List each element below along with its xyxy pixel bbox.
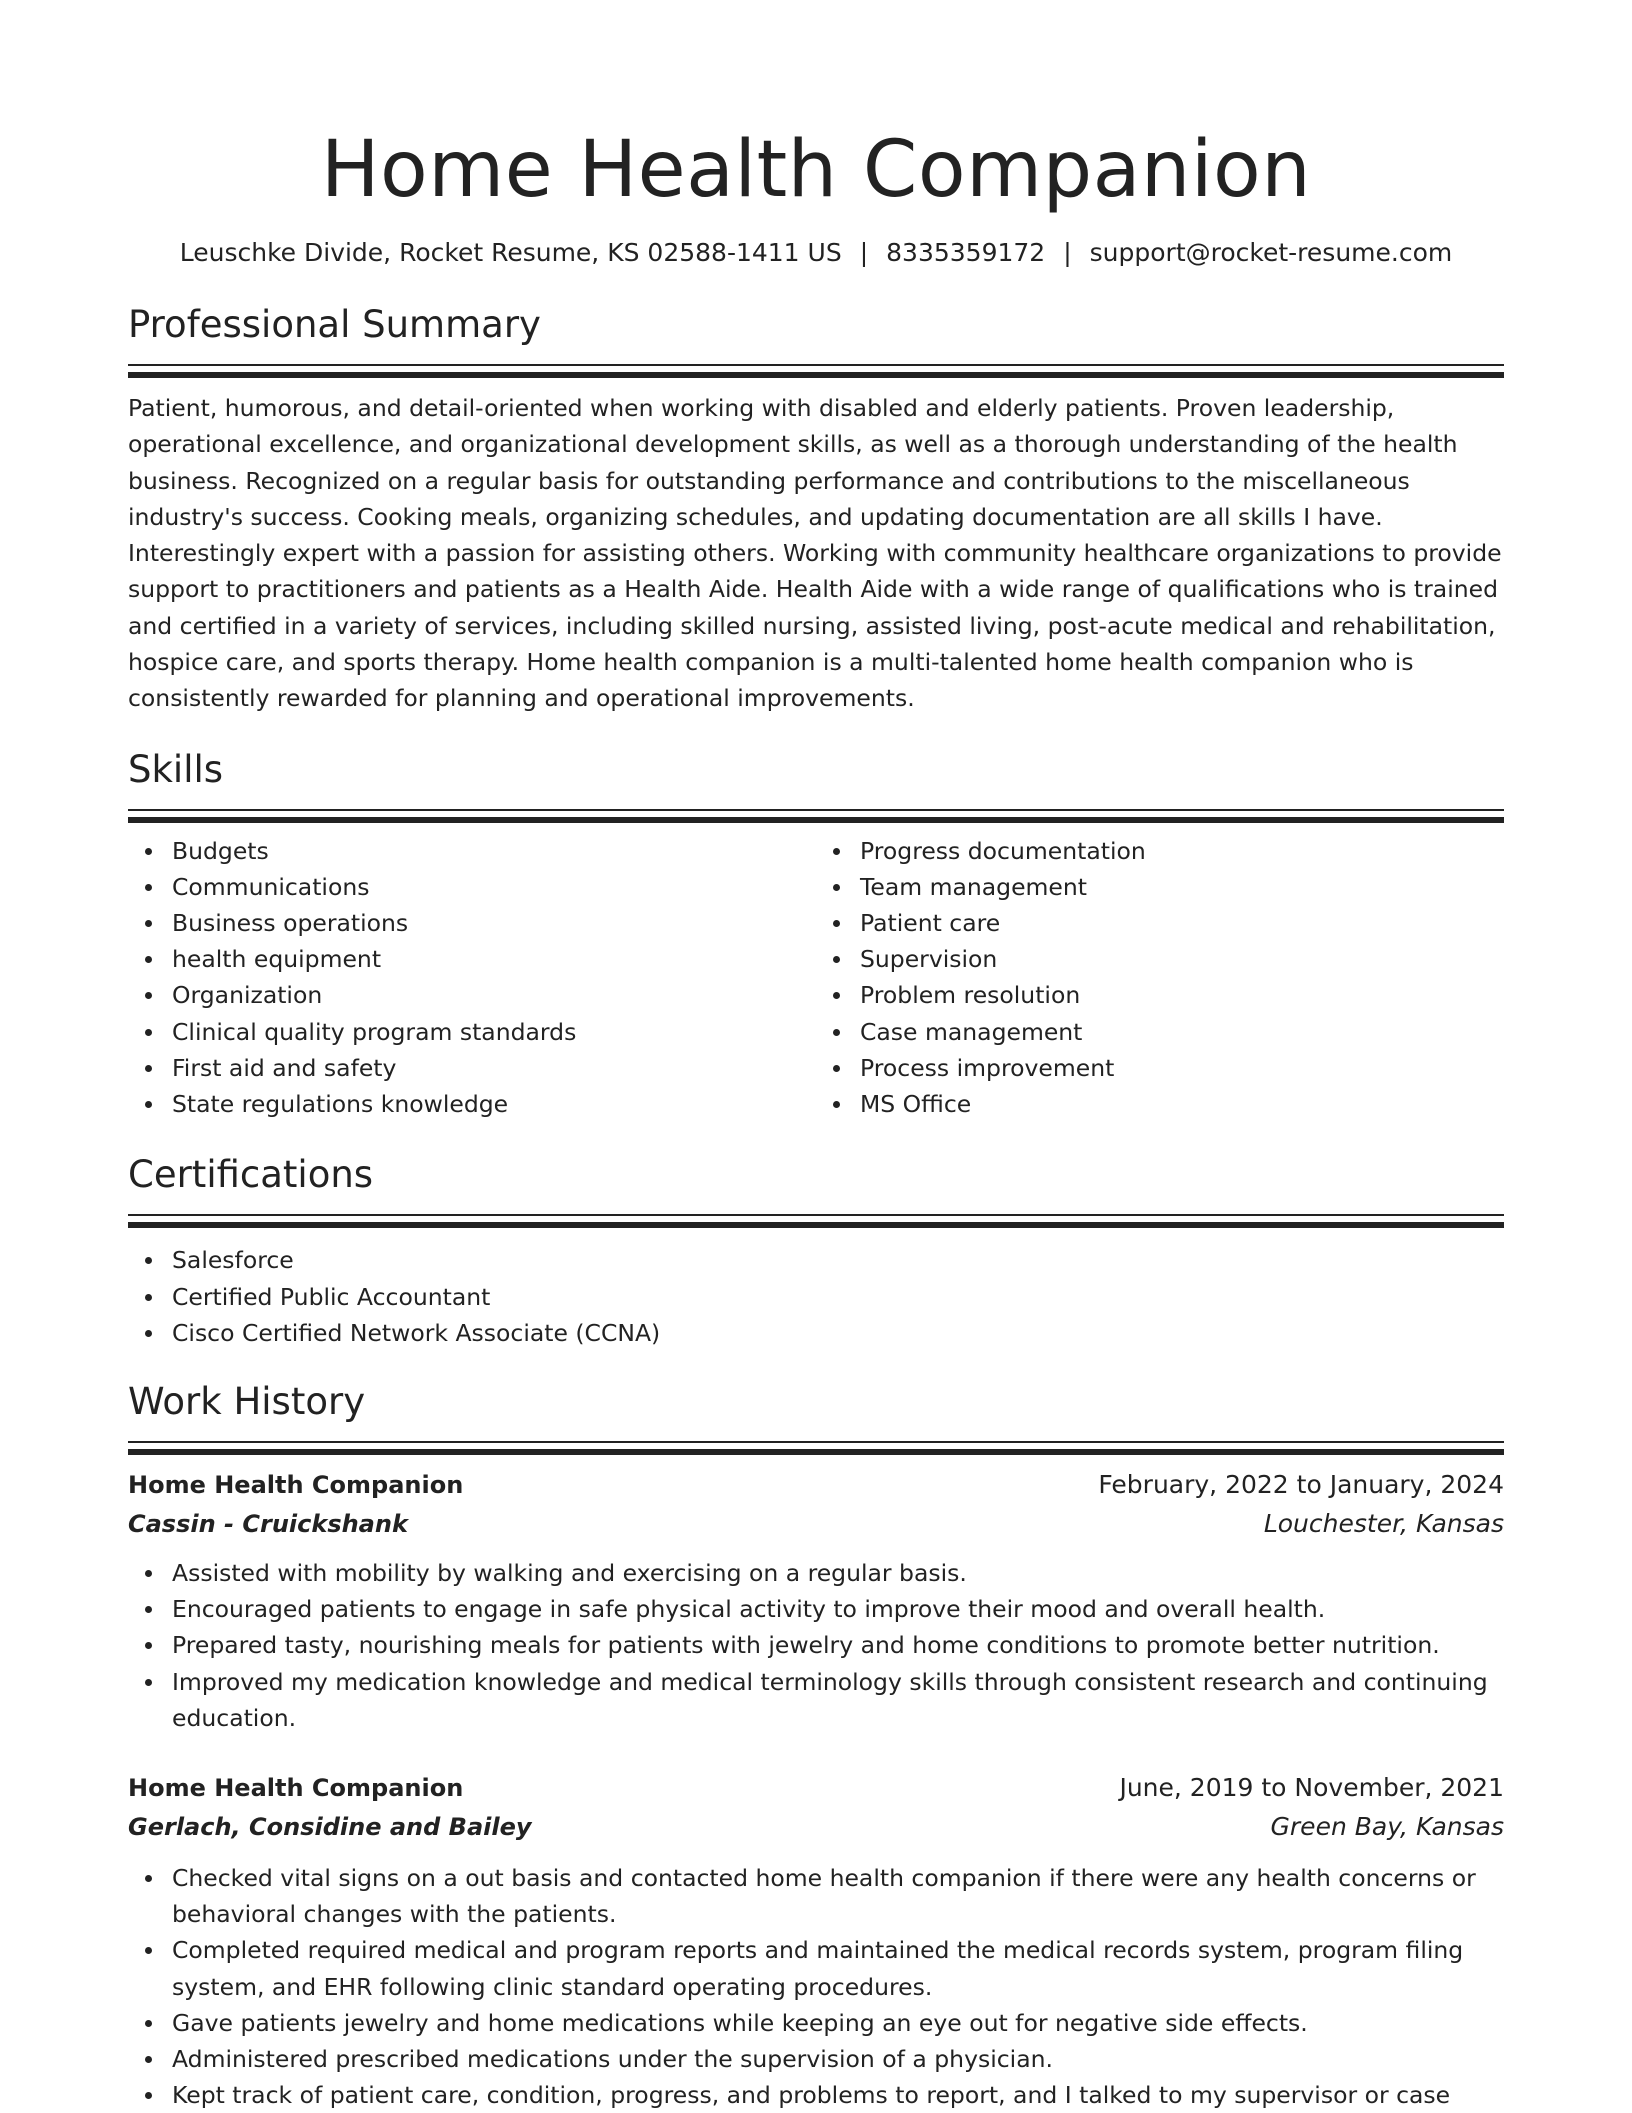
skill-item: Communications — [172, 869, 816, 905]
resume-page — [128, 0, 1504, 2113]
skill-item: Patient care — [860, 905, 1504, 941]
contact-separator: | — [859, 238, 869, 267]
section-divider — [128, 1214, 1504, 1228]
job-dates: February, 2022 to January, 2024 — [1098, 1469, 1504, 1499]
skill-item: Organization — [172, 977, 816, 1013]
job-location: Green Bay, Kansas — [1270, 1811, 1504, 1841]
job-bullet: Encouraged patients to engage in safe physical activity to improve their mood and overall health. — [172, 1591, 1504, 1627]
contact-separator: | — [1063, 238, 1072, 267]
certifications-section — [128, 1150, 1504, 1351]
job-bullet: Assisted with mobility by walking and exercising on a regular basis. — [172, 1555, 1504, 1591]
contact-email: support@rocket-resume.com — [1089, 238, 1453, 267]
job-entry — [128, 1768, 1504, 2113]
section-divider — [128, 809, 1504, 823]
job-title: Home Health Companion — [128, 1470, 464, 1499]
certifications-list — [128, 1242, 1504, 1351]
skill-item: State regulations knowledge — [172, 1086, 816, 1122]
job-bullet: Gave patients jewelry and home medications while keeping an eye out for negative side effects. — [172, 2005, 1504, 2041]
job-location: Louchester, Kansas — [1263, 1508, 1504, 1538]
work-history-section — [128, 1377, 1504, 2113]
certification-item: Salesforce — [172, 1242, 1504, 1278]
job-header-row — [128, 1768, 1504, 1808]
skill-item: Case management — [860, 1014, 1504, 1050]
skills-grid — [128, 833, 1504, 1123]
job-bullet: Kept track of patient care, condition, progress, and problems to report, and I talked to my supervisor or case — [172, 2077, 1504, 2113]
section-title: Work History — [128, 1379, 366, 1423]
skills-left-list — [128, 833, 816, 1123]
job-bullets — [128, 1555, 1504, 1736]
job-title: Home Health Companion — [128, 1773, 464, 1802]
summary-text: Patient, humorous, and detail-oriented when working with disabled and elderly patients. Proven leadership, operational excellence, and organizational development skills, as well as a thorough understanding of the health business. Recognized on a regular basis for outstanding performance and contributions to the miscellaneous industry's success. Cooking meals, organizing schedules, and updating documentation are all skills I have. Interestingly expert with a passion for assisting others. Working with community healthcare organizations to provide support to practitioners and patients as a Health Aide. Health Aide with a wide range of qualifications who is trained and certified in a variety of services, including skilled nursing, assisted living, post-acute medical and rehabilitation, hospice care, and sports therapy. Home health companion is a multi-talented home health companion who is consistently rewarded for planning and operational improvements. — [128, 394, 1502, 713]
skill-item: Business operations — [172, 905, 816, 941]
contact-phone: 8335359172 — [886, 238, 1046, 267]
section-divider — [128, 1441, 1504, 1455]
certification-item: Certified Public Accountant — [172, 1279, 1504, 1315]
job-entry — [128, 1465, 1504, 1736]
job-header-row — [128, 1465, 1504, 1505]
job-bullet: Administered prescribed medications under the supervision of a physician. — [172, 2041, 1504, 2077]
job-bullet: Prepared tasty, nourishing meals for patients with jewelry and home conditions to promote better nutrition. — [172, 1627, 1504, 1663]
job-company: Gerlach, Considine and Bailey — [128, 1812, 532, 1841]
section-title: Professional Summary — [128, 303, 541, 346]
skill-item: MS Office — [860, 1086, 1504, 1122]
certification-item: Cisco Certified Network Associate (CCNA) — [172, 1315, 1504, 1351]
skill-item: Process improvement — [860, 1050, 1504, 1086]
skill-item: Team management — [860, 869, 1504, 905]
section-divider — [128, 364, 1504, 378]
skill-item: Clinical quality program standards — [172, 1014, 816, 1050]
job-company-row — [128, 1505, 1504, 1543]
skills-right-list — [816, 833, 1504, 1123]
job-bullets — [128, 1860, 1504, 2113]
skills-section — [128, 745, 1504, 1123]
resume-name: Home Health Companion — [320, 125, 1312, 215]
contact-address: Leuschke Divide, Rocket Resume, KS 02588-1411 US — [179, 238, 842, 267]
job-company-row — [128, 1808, 1504, 1846]
skill-item: Supervision — [860, 941, 1504, 977]
skill-item: Problem resolution — [860, 977, 1504, 1013]
job-bullet: Checked vital signs on a out basis and contacted home health companion if there were any health concerns or behavioral changes with the patients. — [172, 1860, 1504, 1932]
skill-item: First aid and safety — [172, 1050, 816, 1086]
contact-line — [128, 236, 1504, 270]
job-company: Cassin - Cruickshank — [128, 1509, 408, 1538]
skill-item: Progress documentation — [860, 833, 1504, 869]
job-bullet: Completed required medical and program reports and maintained the medical records system, program filing system, and EHR following clinic standard operating procedures. — [172, 1932, 1504, 2004]
summary-section — [128, 300, 1504, 717]
section-title: Skills — [128, 747, 224, 791]
job-dates: June, 2019 to November, 2021 — [1119, 1772, 1504, 1802]
skill-item: health equipment — [172, 941, 816, 977]
job-bullet: Improved my medication knowledge and medical terminology skills through consistent research and continuing education. — [172, 1664, 1504, 1736]
skill-item: Budgets — [172, 833, 816, 869]
section-title: Certifications — [128, 1153, 374, 1197]
